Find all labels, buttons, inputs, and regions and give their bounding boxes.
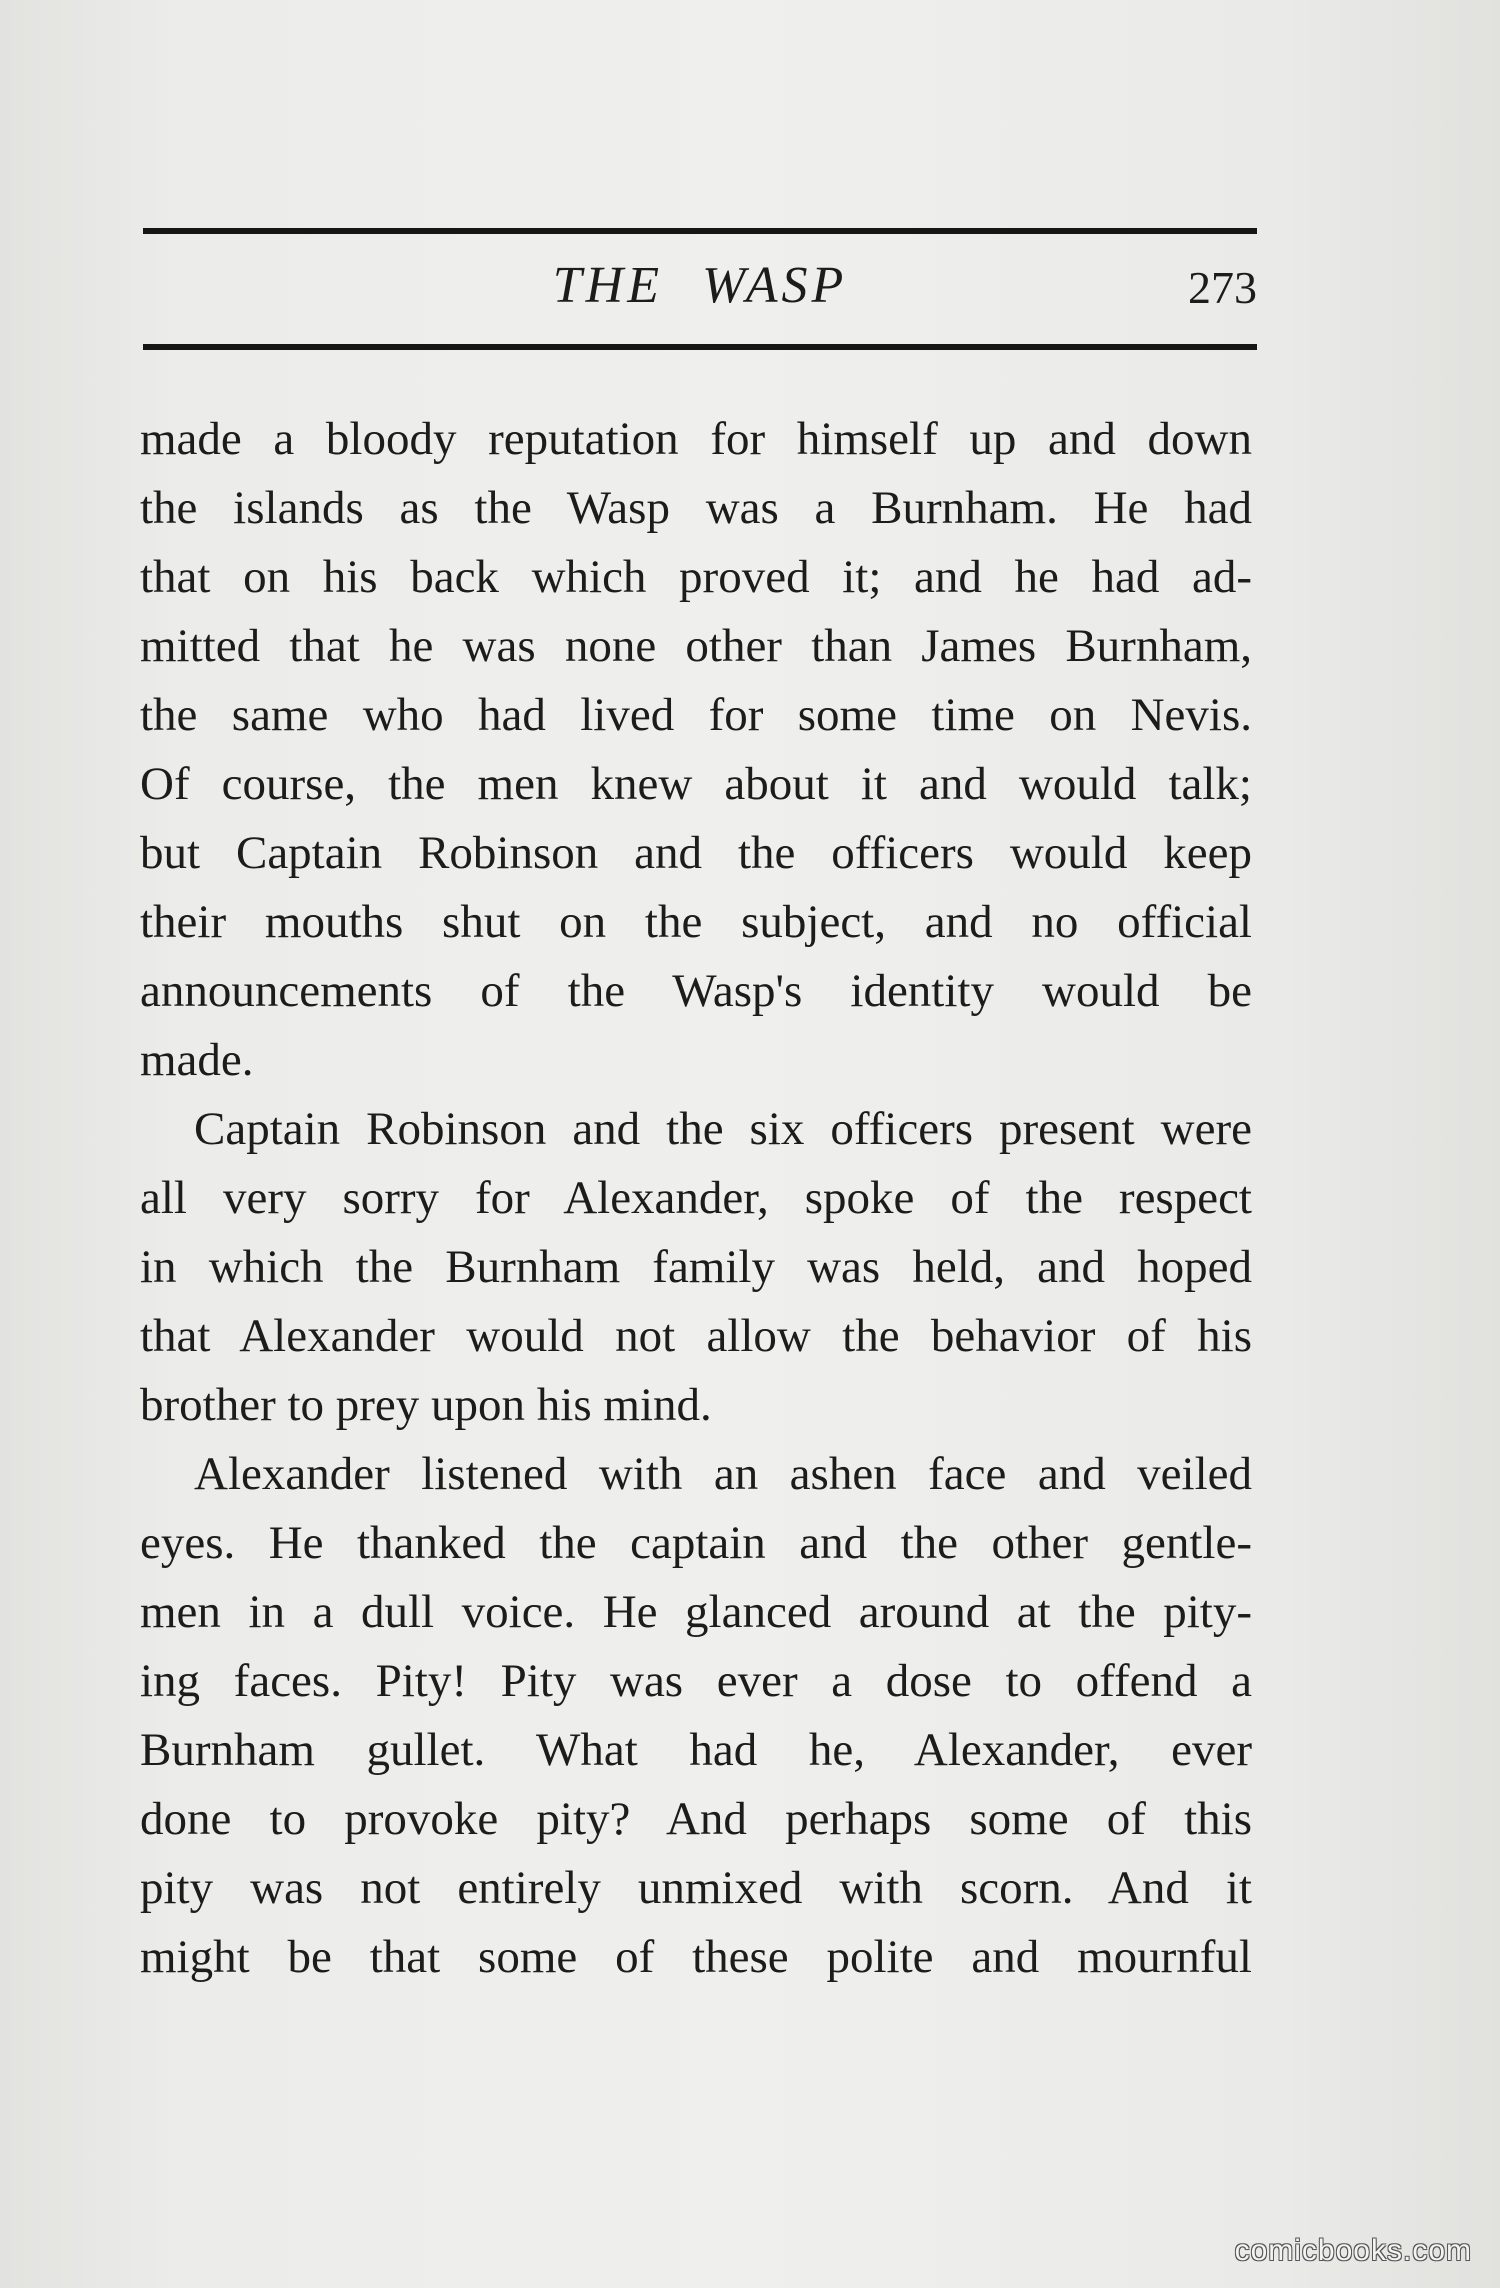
text-line: their mouths shut on the subject, and no official <box>140 896 1252 948</box>
text-line: done to provoke pity? And perhaps some of this <box>140 1793 1252 1845</box>
text-line: the same who had lived for some time on Nevis. <box>140 689 1252 741</box>
text-line: men in a dull voice. He glanced around at the pity- <box>140 1586 1252 1638</box>
text-line: ing faces. Pity! Pity was ever a dose to offend a <box>140 1655 1252 1707</box>
running-title: THE WASP <box>552 257 848 314</box>
text-line: that Alexander would not allow the behavior of his <box>140 1310 1252 1362</box>
text-line: announcements of the Wasp's identity would be <box>140 965 1252 1017</box>
text-line: all very sorry for Alexander, spoke of the respect <box>140 1172 1252 1224</box>
page-number: 273 <box>1188 262 1257 313</box>
text-line: Of course, the men knew about it and would talk; <box>140 758 1252 810</box>
text-line: mitted that he was none other than James Burnham, <box>140 620 1252 672</box>
text-line: brother to prey upon his mind. <box>140 1379 712 1431</box>
running-head <box>143 248 1257 328</box>
body-text <box>140 405 1252 1992</box>
text-line: in which the Burnham family was held, and hoped <box>140 1241 1252 1293</box>
text-line: pity was not entirely unmixed with scorn. And it <box>140 1862 1252 1914</box>
paragraph-first-line: Captain Robinson and the six officers present were <box>194 1103 1252 1155</box>
text-line: the islands as the Wasp was a Burnham. He had <box>140 482 1252 534</box>
watermark: comicbooks.com <box>1234 2234 1472 2267</box>
text-line: Burnham gullet. What had he, Alexander, ever <box>140 1724 1252 1776</box>
text-line: but Captain Robinson and the officers would keep <box>140 827 1252 879</box>
text-line: made. <box>140 1034 254 1086</box>
paragraph-first-line: Alexander listened with an ashen face and veiled <box>194 1448 1252 1500</box>
text-line: might be that some of these polite and mournful <box>140 1931 1252 1983</box>
text-line: made a bloody reputation for himself up and down <box>140 413 1252 465</box>
header-top-rule <box>143 228 1257 234</box>
text-line: eyes. He thanked the captain and the other gentle- <box>140 1517 1252 1569</box>
header-bottom-rule <box>143 344 1257 350</box>
text-line: that on his back which proved it; and he had ad- <box>140 551 1252 603</box>
